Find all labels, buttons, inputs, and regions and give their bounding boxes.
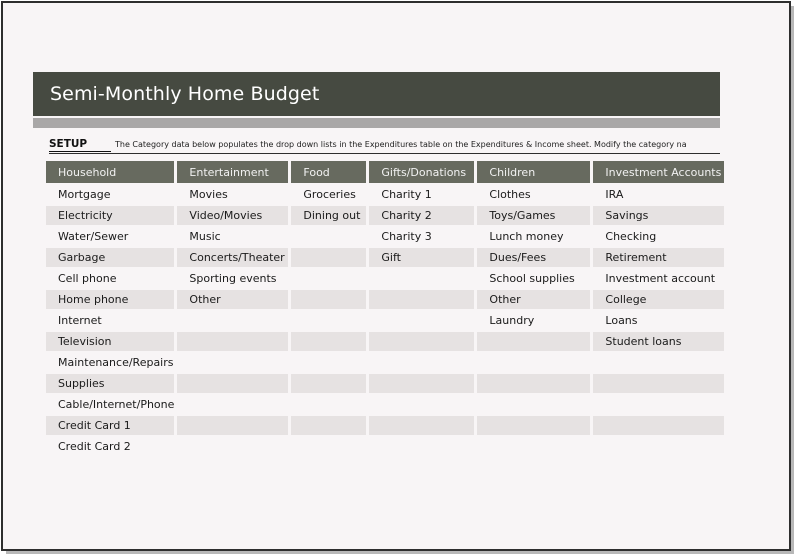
table-cell[interactable]	[369, 288, 474, 309]
column-header-children[interactable]: Children	[477, 161, 590, 183]
table-cell[interactable]	[291, 267, 366, 288]
table-cell[interactable]	[369, 435, 474, 456]
table-cell[interactable]	[291, 393, 366, 414]
setup-label: SETUP	[49, 138, 111, 152]
table-cell[interactable]: Charity 2	[369, 204, 474, 225]
page-title: Semi-Monthly Home Budget	[50, 83, 320, 105]
table-cell[interactable]: Concerts/Theater	[177, 246, 288, 267]
table-cell[interactable]: Cell phone	[58, 272, 117, 285]
table-cell[interactable]	[291, 435, 366, 456]
table-cell[interactable]	[177, 330, 288, 351]
table-row	[46, 372, 724, 393]
table-cell[interactable]	[369, 267, 474, 288]
table-row	[46, 435, 724, 456]
table-cell[interactable]: Cable/Internet/Phone	[58, 398, 175, 411]
table-cell[interactable]	[369, 351, 474, 372]
table-cell[interactable]	[593, 351, 724, 372]
table-row	[46, 267, 724, 288]
table-cell[interactable]	[291, 309, 366, 330]
table-body	[46, 183, 724, 456]
table-cell[interactable]	[369, 414, 474, 435]
table-cell[interactable]	[177, 351, 288, 372]
table-cell[interactable]: Home phone	[46, 288, 174, 309]
table-row	[46, 225, 724, 246]
table-row	[46, 246, 724, 267]
table-cell[interactable]: Music	[189, 230, 221, 243]
table-cell[interactable]: Checking	[605, 230, 657, 243]
table-row	[46, 309, 724, 330]
table-cell[interactable]	[177, 309, 288, 330]
table-cell[interactable]	[291, 246, 366, 267]
table-cell[interactable]	[291, 372, 366, 393]
table-cell[interactable]: Electricity	[46, 204, 174, 225]
table-cell[interactable]: Gift	[369, 246, 474, 267]
table-cell[interactable]	[291, 414, 366, 435]
table-cell[interactable]: Savings	[593, 204, 724, 225]
table-cell[interactable]	[477, 330, 590, 351]
table-cell[interactable]	[291, 351, 366, 372]
table-cell[interactable]: Dues/Fees	[477, 246, 590, 267]
table-cell[interactable]	[593, 435, 724, 456]
column-header-investment-accounts[interactable]: Investment Accounts	[593, 161, 724, 183]
table-cell[interactable]: Television	[46, 330, 174, 351]
table-cell[interactable]: Laundry	[489, 314, 535, 327]
table-cell[interactable]	[477, 393, 590, 414]
category-table	[43, 161, 727, 456]
table-cell[interactable]	[593, 414, 724, 435]
column-header-entertainment[interactable]: Entertainment	[177, 161, 288, 183]
table-cell[interactable]: Loans	[605, 314, 638, 327]
table-cell[interactable]: Movies	[189, 188, 228, 201]
table-cell[interactable]	[477, 351, 590, 372]
table-cell[interactable]	[177, 372, 288, 393]
column-header-gifts-donations[interactable]: Gifts/Donations	[369, 161, 474, 183]
table-row	[46, 351, 724, 372]
title-accent-bar	[33, 118, 720, 128]
table-cell[interactable]: Retirement	[593, 246, 724, 267]
table-header-row	[46, 161, 724, 183]
table-cell[interactable]	[369, 309, 474, 330]
table-cell[interactable]: Internet	[58, 314, 102, 327]
table-cell[interactable]: Credit Card 1	[46, 414, 174, 435]
table-cell[interactable]: Mortgage	[58, 188, 111, 201]
column-header-household[interactable]: Household	[46, 161, 174, 183]
table-cell[interactable]: Student loans	[593, 330, 724, 351]
setup-section	[49, 136, 720, 152]
table-cell[interactable]: Video/Movies	[177, 204, 288, 225]
table-cell[interactable]: Other	[477, 288, 590, 309]
table-row	[46, 183, 724, 204]
table-cell[interactable]	[177, 414, 288, 435]
table-cell[interactable]: IRA	[605, 188, 624, 201]
table-cell[interactable]: College	[593, 288, 724, 309]
table-cell[interactable]	[291, 225, 366, 246]
table-cell[interactable]: Maintenance/Repairs	[58, 356, 174, 369]
table-cell[interactable]: School supplies	[489, 272, 575, 285]
table-cell[interactable]	[369, 372, 474, 393]
table-cell[interactable]: Sporting events	[189, 272, 277, 285]
table-cell[interactable]	[477, 414, 590, 435]
table-cell[interactable]	[177, 393, 288, 414]
table-cell[interactable]: Charity 3	[381, 230, 432, 243]
title-banner	[33, 72, 720, 116]
table-cell[interactable]	[593, 393, 724, 414]
table-cell[interactable]	[291, 330, 366, 351]
table-row	[46, 414, 724, 435]
table-cell[interactable]: Credit Card 2	[58, 440, 131, 453]
table-row	[46, 204, 724, 225]
table-cell[interactable]: Other	[177, 288, 288, 309]
table-cell[interactable]: Water/Sewer	[58, 230, 129, 243]
table-cell[interactable]: Investment account	[605, 272, 716, 285]
table-cell[interactable]	[369, 330, 474, 351]
column-header-food[interactable]: Food	[291, 161, 366, 183]
table-row	[46, 288, 724, 309]
table-cell[interactable]: Charity 1	[381, 188, 432, 201]
table-cell[interactable]	[477, 372, 590, 393]
table-cell[interactable]: Toys/Games	[477, 204, 590, 225]
setup-divider	[49, 153, 720, 154]
table-cell[interactable]: Garbage	[46, 246, 174, 267]
table-cell[interactable]: Clothes	[489, 188, 531, 201]
table-cell[interactable]	[369, 393, 474, 414]
table-cell[interactable]	[477, 435, 590, 456]
table-cell[interactable]	[593, 372, 724, 393]
table-cell[interactable]: Groceries	[303, 188, 356, 201]
table-cell[interactable]	[177, 435, 288, 456]
table-cell[interactable]	[291, 288, 366, 309]
setup-description: The Category data below populates the drop down lists in the Expenditures table on the Expenditures & Income sheet. Modify the category na	[115, 140, 687, 149]
table-row	[46, 393, 724, 414]
table-cell[interactable]: Dining out	[291, 204, 366, 225]
table-cell[interactable]: Lunch money	[489, 230, 564, 243]
table-cell[interactable]: Supplies	[46, 372, 174, 393]
table-row	[46, 330, 724, 351]
